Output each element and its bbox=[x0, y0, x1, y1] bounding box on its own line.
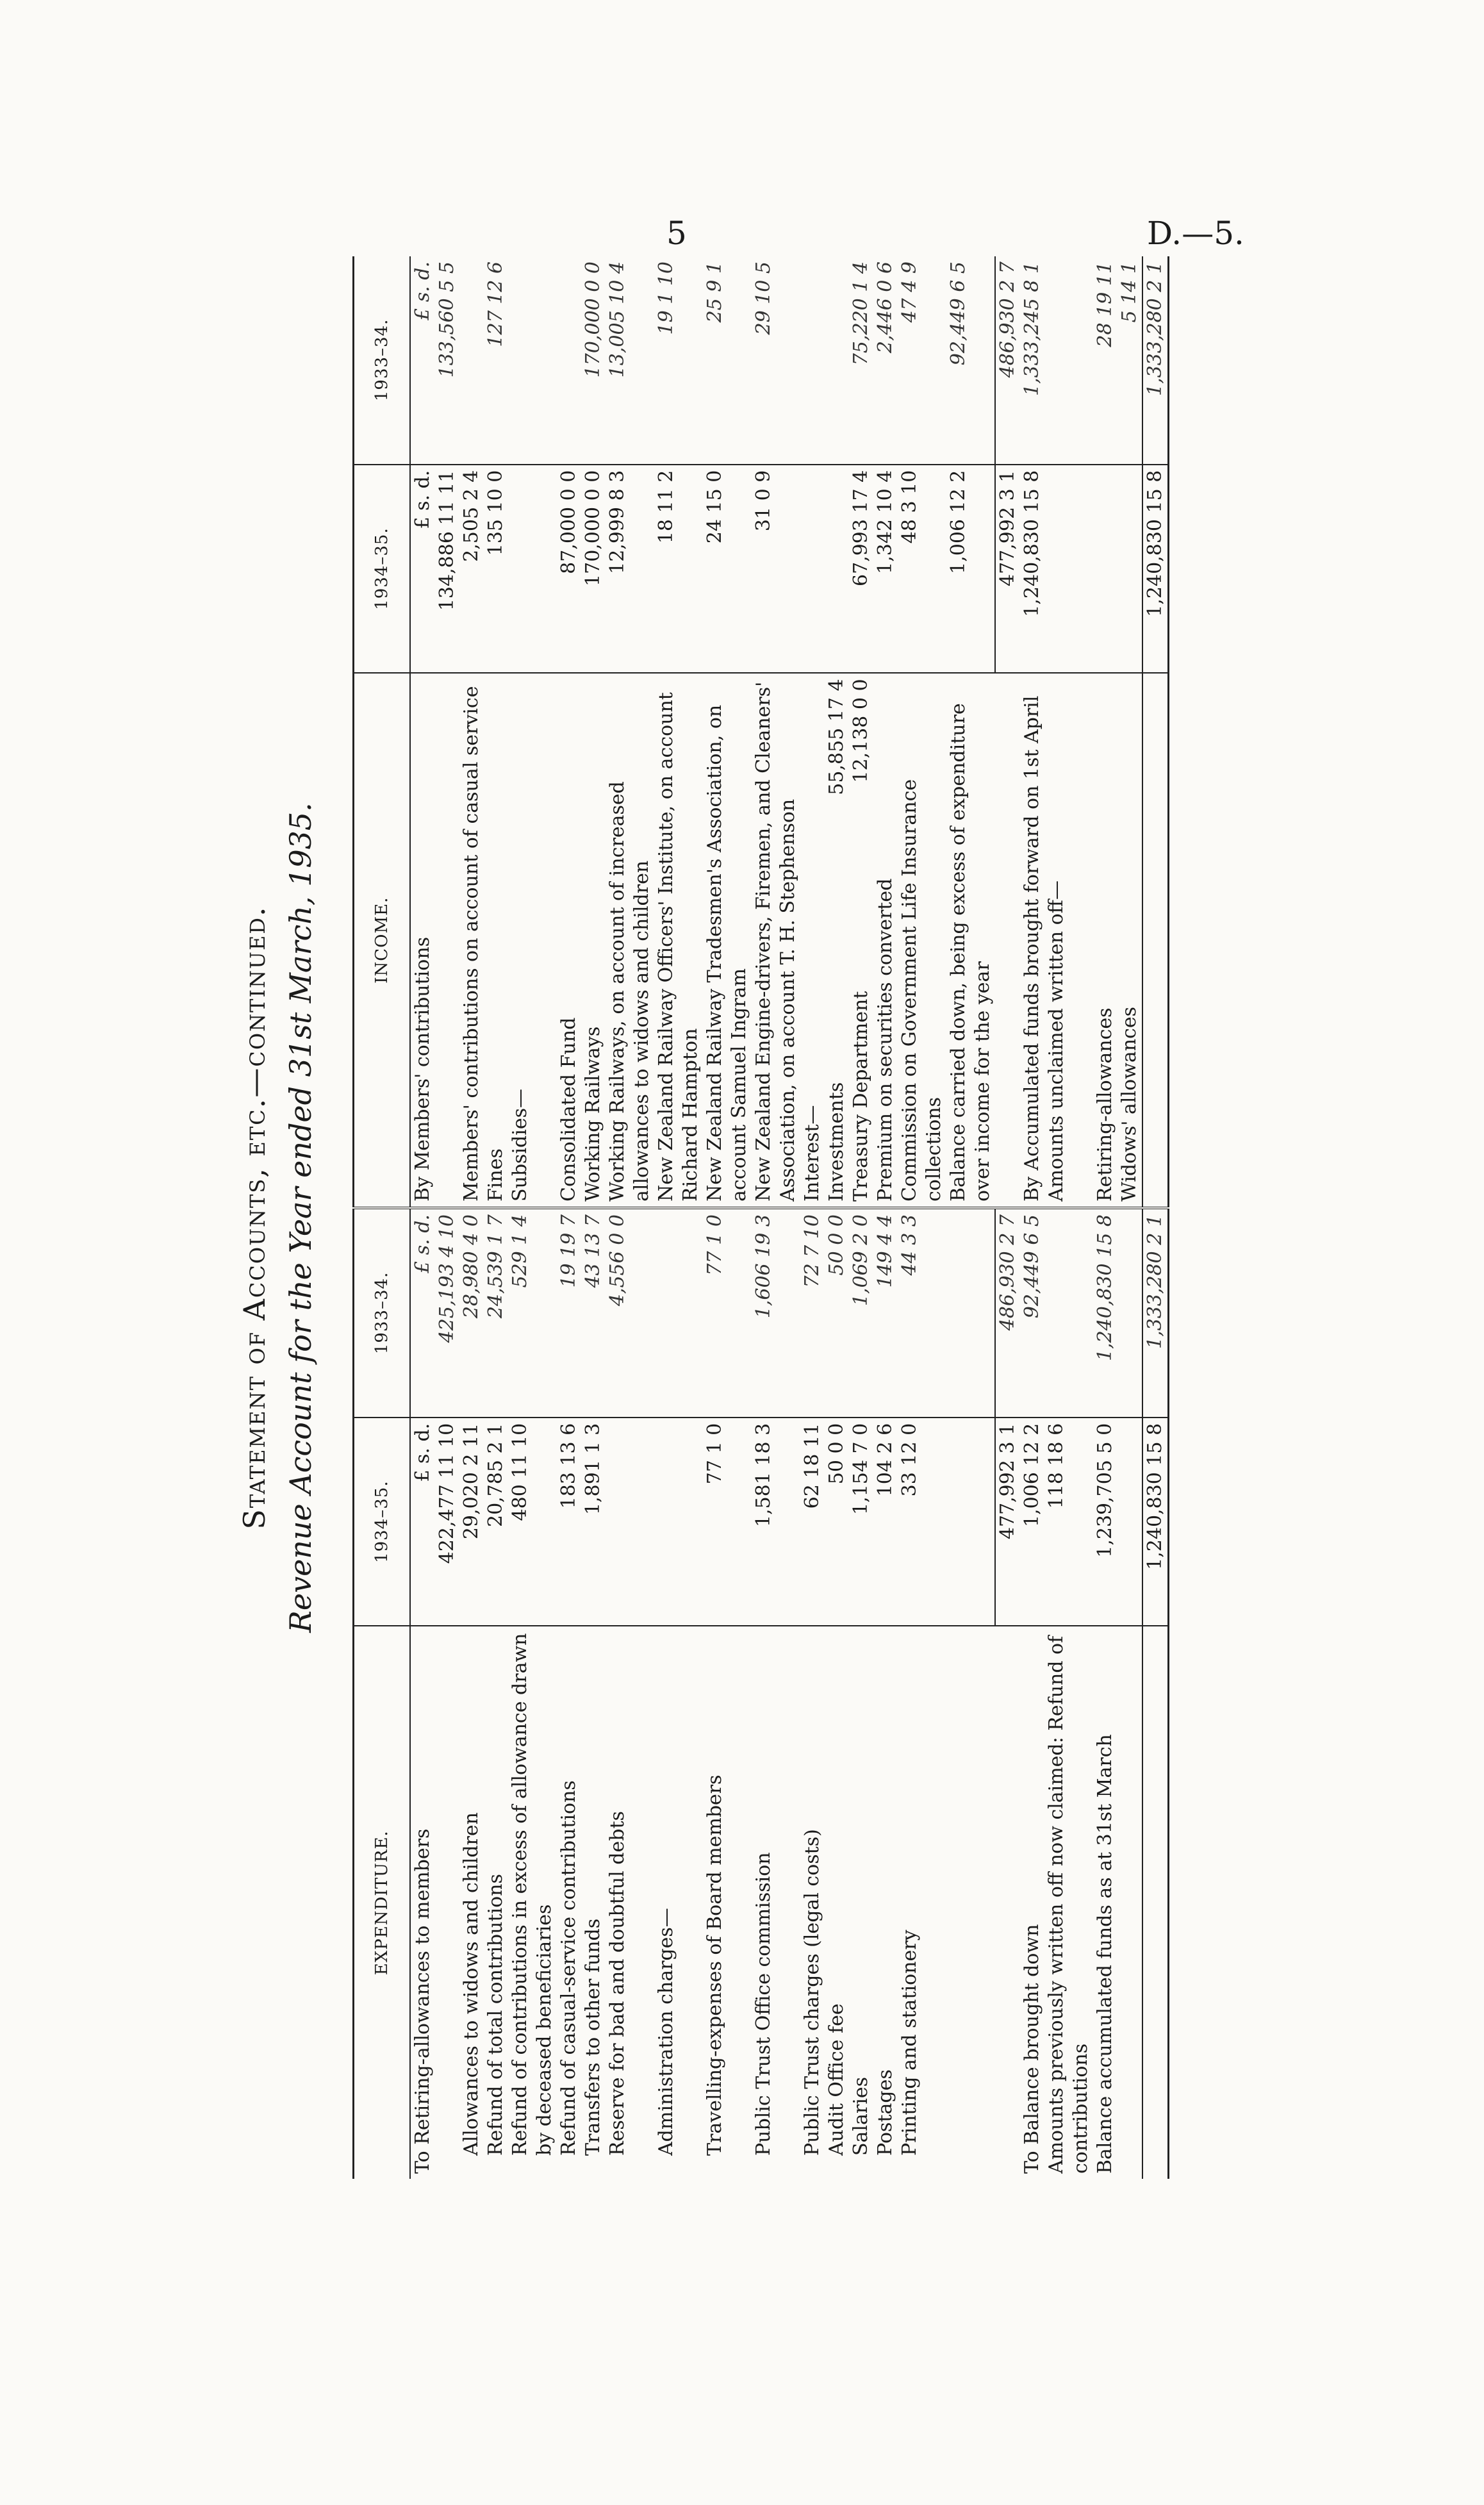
account-body bbox=[410, 256, 1169, 2179]
expenditure-item-label bbox=[435, 1626, 459, 2179]
page-number: 5 bbox=[666, 215, 687, 252]
expenditure-1933-34-value: 425,193 4 10 bbox=[435, 1208, 459, 1418]
expenditure-item-label bbox=[1142, 1626, 1169, 2179]
expenditure-1934-35-value: 33 12 0 bbox=[898, 1418, 946, 1626]
main-row bbox=[459, 256, 484, 2179]
expenditure-1933-34-value: 1,606 19 3 bbox=[752, 1208, 800, 1418]
income-item-label: Treasury Department 12,138 0 0 bbox=[849, 673, 873, 1208]
income-item-label: Retiring-allowances bbox=[1093, 673, 1117, 1208]
expenditure-1933-34-value: 529 1 4 bbox=[508, 1208, 557, 1418]
income-1933-34-value bbox=[557, 256, 581, 465]
income-item-label: By Members' contributions bbox=[410, 673, 435, 1208]
income-item-label bbox=[435, 673, 459, 1208]
expenditure-1934-35-value bbox=[654, 1418, 703, 1626]
column-header-row bbox=[354, 256, 411, 2179]
main-row bbox=[606, 256, 654, 2179]
income-item-label: Members' contributions on account of casual service bbox=[459, 673, 484, 1208]
income-1934-35-value: 31 0 9 bbox=[752, 465, 800, 674]
income-1934-35-value bbox=[800, 465, 825, 674]
expenditure-1934-35-value: 1,240,830 15 8 bbox=[1142, 1418, 1169, 1626]
expenditure-1933-34-value: 24,539 1 7 bbox=[484, 1208, 508, 1418]
income-1933-34-value: 92,449 6 5 bbox=[947, 261, 969, 366]
rotated-account-sheet bbox=[211, 256, 1249, 2179]
interest-subamount: 12,138 0 0 bbox=[850, 679, 872, 783]
main-row bbox=[825, 256, 849, 2179]
lower-row bbox=[1044, 256, 1093, 2179]
expenditure-item-label bbox=[946, 1626, 995, 2179]
income-1933-34-value: £ s. d. bbox=[411, 261, 434, 320]
expenditure-header: EXPENDITURE. bbox=[354, 1626, 411, 2179]
expenditure-1933-34-value: 1,333,280 2 1 bbox=[1142, 1208, 1169, 1418]
income-1934-35-value: 1,240,830 15 8 bbox=[1020, 465, 1044, 674]
income-1934-35-value: 135 10 0 bbox=[484, 465, 508, 674]
expenditure-item-label: To Retiring-allowances to members bbox=[410, 1626, 435, 2179]
revenue-account-title: Revenue Account for the Year ended 31st March, 1935. bbox=[283, 802, 318, 1633]
lower-row bbox=[1020, 256, 1044, 2179]
expenditure-item-label: Salaries bbox=[849, 1626, 873, 2179]
income-year2-header: 1933–34. bbox=[354, 256, 411, 465]
expenditure-item-label: Refund of contributions in excess of allowance drawn by deceased beneficiaries bbox=[508, 1626, 557, 2179]
income-item-label: Consolidated Fund bbox=[557, 673, 581, 1208]
expenditure-1934-35-value: 183 13 6 bbox=[557, 1418, 581, 1626]
income-1933-34-value bbox=[459, 256, 484, 465]
main-row bbox=[557, 256, 581, 2179]
income-item-label: Working Railways bbox=[581, 673, 606, 1208]
expenditure-1933-34-value: 92,449 6 5 bbox=[1020, 1208, 1044, 1418]
expenditure-1934-35-value: 1,891 1 3 bbox=[581, 1418, 606, 1626]
expenditure-1933-34-value: 19 19 7 bbox=[557, 1208, 581, 1418]
expenditure-1934-35-value bbox=[946, 1418, 995, 1626]
income-1934-35-value: 477,992 3 1 bbox=[995, 465, 1020, 674]
expenditure-1933-34-value: 44 3 3 bbox=[898, 1208, 946, 1418]
income-item-label: New Zealand Engine-drivers, Firemen, and Cleaners' Association, on account T. H. Stephenson bbox=[752, 673, 800, 1208]
income-1933-34-value: 486,930 2 7 bbox=[995, 256, 1020, 465]
expenditure-item-label bbox=[1117, 1626, 1142, 2179]
expenditure-item-label: Balance accumulated funds as at 31st March bbox=[1093, 1626, 1117, 2179]
expenditure-1934-35-value bbox=[1117, 1418, 1142, 1626]
main-row bbox=[946, 256, 995, 2179]
income-1934-35-value: 1,342 10 4 bbox=[873, 465, 898, 674]
expenditure-item-label: Reserve for bad and doubtful debts bbox=[606, 1626, 654, 2179]
income-1934-35-value: 134,886 11 11 bbox=[435, 465, 459, 674]
grand-total-row bbox=[1142, 256, 1169, 2179]
income-1933-34-value bbox=[1044, 256, 1093, 465]
income-1934-35-value: 2,505 2 4 bbox=[459, 465, 484, 674]
income-1933-34-value: 170,000 0 0 bbox=[582, 261, 604, 378]
income-1934-35-value bbox=[1044, 465, 1093, 674]
income-1934-35-value: 1,006 12 2 bbox=[946, 465, 995, 674]
main-row bbox=[484, 256, 508, 2179]
expenditure-1934-35-value: 50 0 0 bbox=[825, 1418, 849, 1626]
income-1934-35-value: 18 11 2 bbox=[654, 465, 703, 674]
expenditure-item-label: To Balance brought down bbox=[1020, 1626, 1044, 2179]
expenditure-1934-35-value: 104 2 6 bbox=[873, 1418, 898, 1626]
expenditure-item-label: Public Trust charges (legal costs) bbox=[800, 1626, 825, 2179]
expenditure-item-label: Travelling-expenses of Board members bbox=[703, 1626, 752, 2179]
income-1933-34-value: 25 9 1 bbox=[704, 261, 726, 323]
expenditure-1933-34-value bbox=[1044, 1208, 1093, 1418]
income-1933-34-value: 13,005 10 4 bbox=[606, 261, 629, 378]
expenditure-1934-35-value: £ s. d. bbox=[410, 1418, 435, 1626]
income-item-label: Balance carried down, being excess of expenditure over income for the year bbox=[946, 673, 995, 1208]
main-row bbox=[508, 256, 557, 2179]
expenditure-1933-34-value: 72 7 10 bbox=[800, 1208, 825, 1418]
expenditure-item-label: Audit Office fee bbox=[825, 1626, 849, 2179]
expenditure-1933-34-value: 149 4 4 bbox=[873, 1208, 898, 1418]
main-row bbox=[752, 256, 800, 2179]
income-year1-header: 1934–35. bbox=[354, 465, 411, 674]
income-item-label bbox=[995, 673, 1020, 1208]
income-1933-34-value: 133,560 5 5 bbox=[436, 261, 458, 378]
main-row bbox=[410, 256, 435, 2179]
expenditure-1933-34-value: 50 0 0 bbox=[825, 1208, 849, 1418]
income-1933-34-value: 127 12 6 bbox=[484, 261, 507, 347]
income-item-label: Working Railways, on account of increased allowances to widows and children bbox=[606, 673, 654, 1208]
main-row bbox=[800, 256, 825, 2179]
income-1934-35-value: 87,000 0 0 bbox=[557, 465, 581, 674]
income-item-label: Fines bbox=[484, 673, 508, 1208]
income-item-label: Premium on securities converted bbox=[873, 673, 898, 1208]
income-1934-35-value: 12,999 8 3 bbox=[606, 465, 654, 674]
income-1933-34-value: 2,446 0 6 bbox=[874, 261, 896, 354]
income-item-label: Amounts unclaimed written off— bbox=[1044, 673, 1093, 1208]
expenditure-1933-34-value: 1,240,830 15 8 bbox=[1093, 1208, 1117, 1418]
expenditure-1934-35-value: 1,006 12 2 bbox=[1020, 1418, 1044, 1626]
expenditure-1934-35-value: 20,785 2 1 bbox=[484, 1418, 508, 1626]
expenditure-1934-35-value: 77 1 0 bbox=[703, 1418, 752, 1626]
expenditure-1934-35-value: 62 18 11 bbox=[800, 1418, 825, 1626]
expenditure-1934-35-value: 29,020 2 11 bbox=[459, 1418, 484, 1626]
expenditure-1934-35-value: 477,992 3 1 bbox=[995, 1418, 1020, 1626]
expenditure-item-label: Administration charges— bbox=[654, 1626, 703, 2179]
income-1933-34-value bbox=[800, 256, 825, 465]
revenue-account-table bbox=[352, 256, 1169, 2179]
expenditure-item-label: Postages bbox=[873, 1626, 898, 2179]
expenditure-1933-34-value bbox=[654, 1208, 703, 1418]
main-row bbox=[898, 256, 946, 2179]
main-row bbox=[849, 256, 873, 2179]
expenditure-item-label: Allowances to widows and children bbox=[459, 1626, 484, 2179]
document-reference: D.—5. bbox=[1147, 215, 1244, 252]
income-item-label: New Zealand Railway Tradesmen's Association, on account Samuel Ingram bbox=[703, 673, 752, 1208]
income-1933-34-value: 75,220 1 4 bbox=[850, 261, 872, 366]
income-1934-35-value bbox=[1117, 465, 1142, 674]
income-1933-34-value bbox=[825, 256, 849, 465]
expenditure-1933-34-value: 486,930 2 7 bbox=[995, 1208, 1020, 1418]
main-row bbox=[435, 256, 459, 2179]
income-1934-35-value: 48 3 10 bbox=[898, 465, 946, 674]
income-item-label bbox=[1142, 673, 1169, 1208]
income-1934-35-value: 24 15 0 bbox=[703, 465, 752, 674]
main-row bbox=[873, 256, 898, 2179]
expenditure-1933-34-value: 28,980 4 0 bbox=[459, 1208, 484, 1418]
income-item-label: Investments 55,855 17 4 bbox=[825, 673, 849, 1208]
income-1933-34-value: 28 19 11 bbox=[1094, 261, 1116, 347]
expenditure-1934-35-value bbox=[606, 1418, 654, 1626]
expenditure-1933-34-value bbox=[1117, 1208, 1142, 1418]
expenditure-1933-34-value bbox=[946, 1208, 995, 1418]
expenditure-item-label: Refund of casual-service contributions bbox=[557, 1626, 581, 2179]
expenditure-1934-35-value: 1,154 7 0 bbox=[849, 1418, 873, 1626]
expenditure-1934-35-value: 1,239,705 5 0 bbox=[1093, 1418, 1117, 1626]
income-1933-34-value bbox=[508, 256, 557, 465]
expenditure-item-label: Amounts previously written off now claimed: Refund of contributions bbox=[1044, 1626, 1093, 2179]
expenditure-item-label: Refund of total contributions bbox=[484, 1626, 508, 2179]
income-1934-35-value bbox=[1093, 465, 1117, 674]
income-item-label: Commission on Government Life Insurance collections bbox=[898, 673, 946, 1208]
income-1934-35-value: 170,000 0 0 bbox=[581, 465, 606, 674]
income-1934-35-value bbox=[508, 465, 557, 674]
income-1934-35-value bbox=[825, 465, 849, 674]
income-item-label: By Accumulated funds brought forward on 1st April bbox=[1020, 673, 1044, 1208]
income-item-label: Interest— bbox=[800, 673, 825, 1208]
statement-title: Statement of Accounts, etc.—continued. bbox=[237, 905, 272, 1530]
expenditure-1933-34-value: 1,069 2 0 bbox=[849, 1208, 873, 1418]
income-1933-34-value: 1,333,280 2 1 bbox=[1142, 256, 1169, 465]
expenditure-1933-34-value: £ s. d. bbox=[410, 1208, 435, 1418]
expenditure-1933-34-value: 43 13 7 bbox=[581, 1208, 606, 1418]
expenditure-1933-34-value: 4,556 0 0 bbox=[606, 1208, 654, 1418]
income-header: INCOME. bbox=[354, 673, 411, 1208]
subtotal-row bbox=[995, 256, 1020, 2179]
expenditure-item-label: Public Trust Office commission bbox=[752, 1626, 800, 2179]
expenditure-1934-35-value: 1,581 18 3 bbox=[752, 1418, 800, 1626]
interest-subamount: 55,855 17 4 bbox=[825, 679, 848, 795]
expenditure-item-label bbox=[995, 1626, 1020, 2179]
expenditure-1934-35-value: 422,477 11 10 bbox=[435, 1418, 459, 1626]
expenditure-item-label: Transfers to other funds bbox=[581, 1626, 606, 2179]
main-row bbox=[581, 256, 606, 2179]
income-1933-34-value: 1,333,245 8 1 bbox=[1021, 261, 1043, 396]
main-row bbox=[703, 256, 752, 2179]
income-item-label: Widows' allowances bbox=[1117, 673, 1142, 1208]
income-1933-34-value: 19 1 10 bbox=[655, 261, 677, 335]
expenditure-year1-header: 1934–35. bbox=[354, 1418, 411, 1626]
expenditure-item-label: Printing and stationery bbox=[898, 1626, 946, 2179]
main-row bbox=[654, 256, 703, 2179]
income-1933-34-value: 5 14 1 bbox=[1118, 261, 1141, 323]
expenditure-1934-35-value: 480 11 10 bbox=[508, 1418, 557, 1626]
income-1934-35-value: 67,993 17 4 bbox=[849, 465, 873, 674]
lower-row bbox=[1093, 256, 1117, 2179]
expenditure-1933-34-value: 77 1 0 bbox=[703, 1208, 752, 1418]
income-item-label: New Zealand Railway Officers' Institute, on account Richard Hampton bbox=[654, 673, 703, 1208]
income-1934-35-value: 1,240,830 15 8 bbox=[1142, 465, 1169, 674]
income-1933-34-value: 29 10 5 bbox=[752, 261, 775, 335]
income-1933-34-value: 47 4 9 bbox=[898, 261, 921, 323]
lower-row bbox=[1117, 256, 1142, 2179]
expenditure-year2-header: 1933–34. bbox=[354, 1208, 411, 1418]
income-1934-35-value: £ s. d. bbox=[410, 465, 435, 674]
expenditure-1934-35-value: 118 18 6 bbox=[1044, 1418, 1093, 1626]
income-item-label: Subsidies— bbox=[508, 673, 557, 1208]
